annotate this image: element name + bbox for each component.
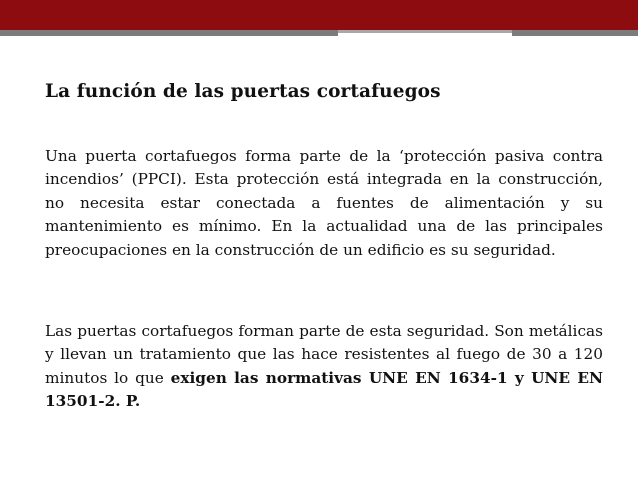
paragraph-security-emphasis: exigen las normativas UNE EN 1634-1 y UNE EN 13501-2. P. xyxy=(45,368,603,411)
slide-title: La función de las puertas cortafuegos xyxy=(45,81,441,102)
paragraph-security-text: Las puertas cortafuegos forman parte de esta seguridad. Son metálicas y llevan un tratamiento que las hace resistentes al fuego de 30 a 120 minutos lo que xyxy=(45,322,603,387)
header-accent-right xyxy=(512,30,638,36)
paragraph-intro: Una puerta cortafuegos forma parte de la ‘protección pasiva contra incendios’ (PPCI). Esta protección está integrada en la construcción, no necesita estar conectada a fuentes de alimentación y su mantenimiento es mínimo. En la actualidad una de las principales preocupaciones en la construcción de un edificio es su seguridad. xyxy=(45,147,603,259)
header-accent-left xyxy=(0,30,338,36)
paragraph-security xyxy=(45,320,603,414)
header-accent-notch xyxy=(338,30,512,33)
header-bar xyxy=(0,0,638,30)
